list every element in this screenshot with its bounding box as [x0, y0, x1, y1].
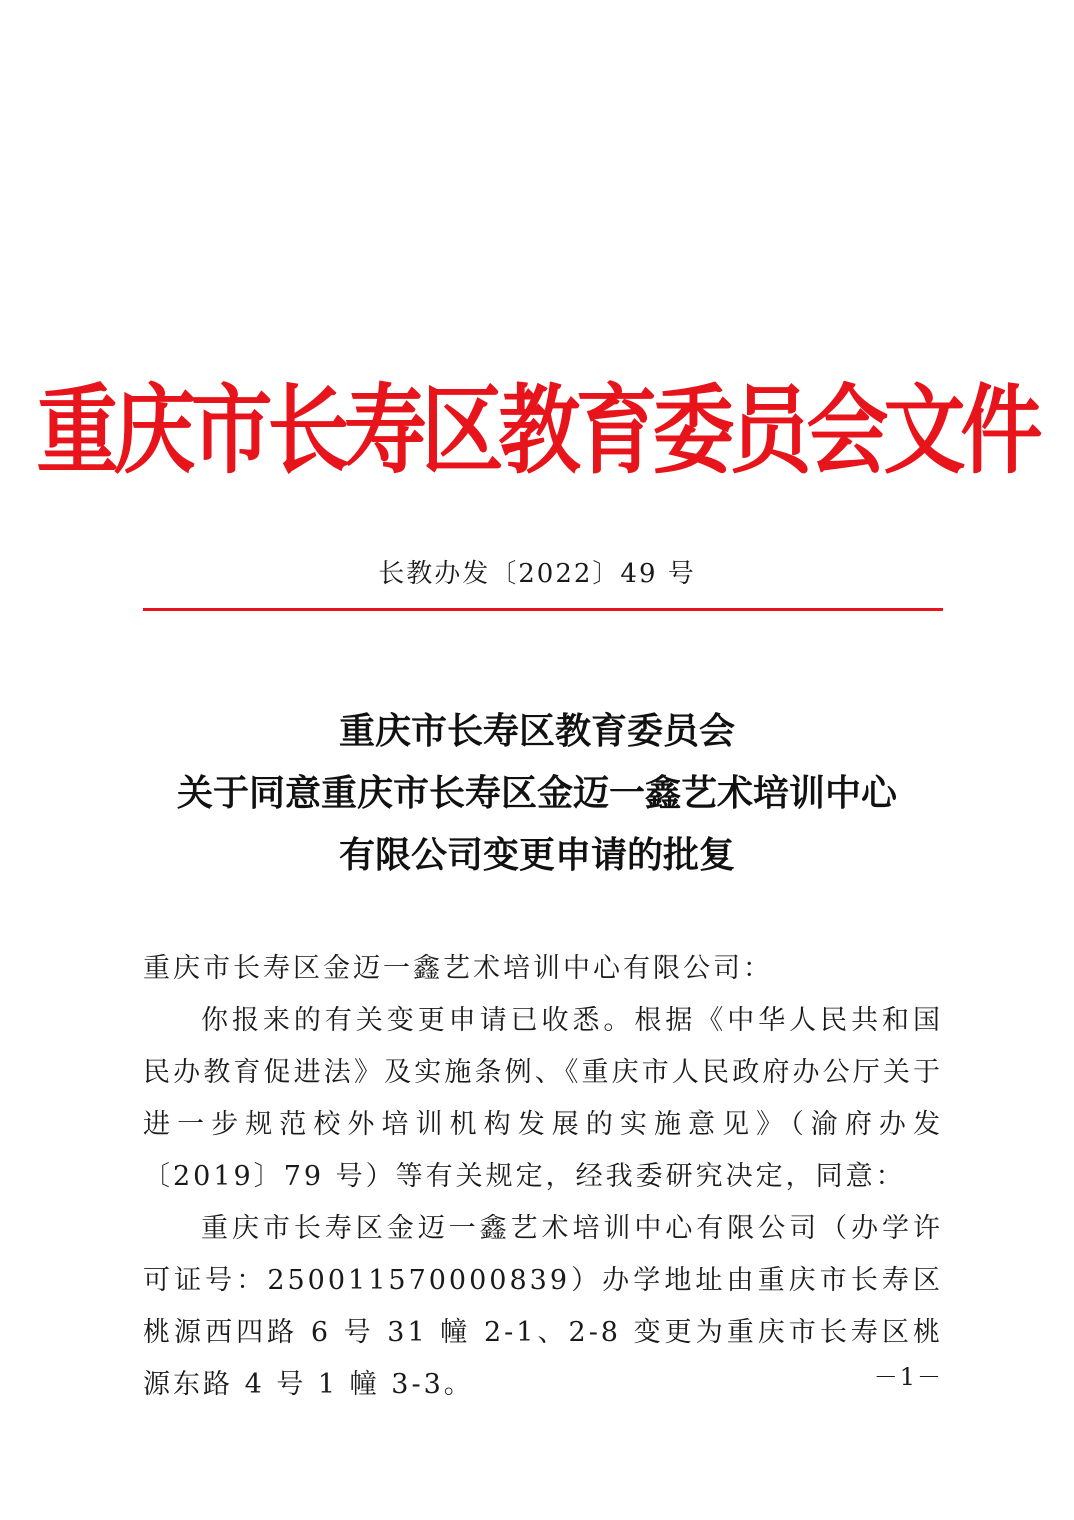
body-paragraph-1: 你报来的有关变更申请已收悉。根据《中华人民共和国民办教育促进法》及实施条例、《重庆市人民政府办公厅关于进一步规范校外培训机构发展的实施意见》（渝府办发〔2019〕79 号）等有关规定，经我委研究决定，同意：	[143, 1005, 943, 1192]
title-line-2: 关于同意重庆市长寿区金迈一鑫艺术培训中心	[176, 772, 897, 814]
red-header-title: 重庆市长寿区教育委员会文件	[36, 374, 1038, 488]
page-number: －1－	[873, 1363, 943, 1391]
title-line-3: 有限公司变更申请的批复	[338, 834, 735, 876]
document-title	[0, 700, 1074, 886]
addressee: 重庆市长寿区金迈一鑫艺术培训中心有限公司：	[143, 953, 773, 984]
title-line-1: 重庆市长寿区教育委员会	[338, 710, 735, 752]
red-separator-line	[143, 608, 943, 611]
body-paragraph-2: 重庆市长寿区金迈一鑫艺术培训中心有限公司（办学许可证号：250011570000839）办学地址由重庆市长寿区桃源西四路 6 号 31 幢 2-1、2-8 变更为重庆市长寿区桃源东路 4 号 1 幢 3-3。	[143, 1213, 943, 1400]
document-body	[143, 943, 943, 1411]
document-number: 长教办发〔2022〕49 号	[378, 559, 696, 589]
